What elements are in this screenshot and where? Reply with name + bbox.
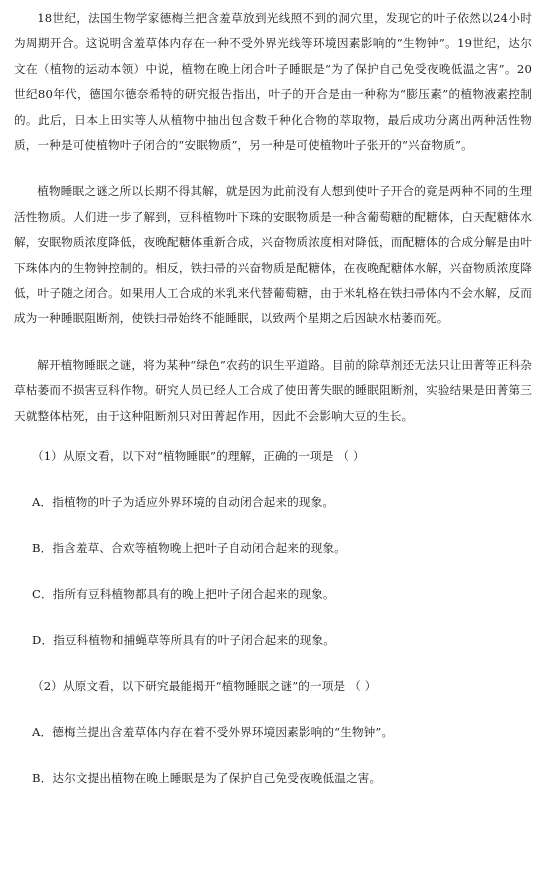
question-1-option-b: B．指含羞草、合欢等植物晚上把叶子自动闭合起来的现象。 xyxy=(32,541,347,556)
paragraph-gap xyxy=(14,158,532,179)
question-2-option-a: A．德梅兰提出含羞草体内存在着不受外界环境因素影响的“生物钟”。 xyxy=(32,725,394,740)
paragraph-gap xyxy=(14,429,532,446)
question-2-option-b: B．达尔文提出植物在晚上睡眠是为了保护自己免受夜晚低温之害。 xyxy=(32,771,382,786)
question-1-stem: （1）从原文看，以下对“植物睡眠”的理解，正确的一项是 （ ） xyxy=(32,449,365,464)
paragraph-2: 植物睡眠之谜之所以长期不得其解，就是因为此前没有人想到使叶子开合的竟是两种不同的生理活性物质。人们进一步了解到，豆科植物叶下珠的安眠物质是一种含葡萄糖的配糖体，白天配糖体水解，安眠物质浓度降低，夜晚配糖体重新合成，兴奋物质浓度相对降低，而配糖体的合成分解是由叶下珠体内的生物钟控制的。相反，铁扫帚的兴奋物质是配糖体，在夜晚配糖体水解，兴奋物质浓度降低，叶子随之闭合。如果用人工合成的米乳来代替葡萄糖，由于米轧格在铁扫帚体内不会水解，反而成为一种睡眠阻断剂，使铁扫帚始终不能睡眠，以致两个星期之后因缺水枯萎而死。 xyxy=(14,184,532,326)
paragraph-1: 18世纪，法国生物学家德梅兰把含羞草放到光线照不到的洞穴里，发现它的叶子依然以24小时为周期开合。这说明含羞草体内存在一种不受外界光线等环境因素影响的“生物钟”。19世纪，达尔文在（植物的运动本领）中说，植物在晚上闭合叶子睡眠是“为了保护自己免受夜晚低温之害”。20世纪80年代，德国尔德奈希特的研究报告指出，叶子的开合是由一种称为“膨压素”的植物液素控制的。此后，日本上田实等人从植物中抽出包含数千种化合物的萃取物，最后成功分离出两种活性物质，一种是可使植物叶子闭合的“安眠物质”，另一种是可使植物叶子张开的“兴奋物质”。 xyxy=(14,11,532,153)
question-1-option-d: D．指豆科植物和捕蝇草等所具有的叶子闭合起来的现象。 xyxy=(32,633,336,648)
document-body xyxy=(14,6,532,788)
question-2-stem: （2）从原文看，以下研究最能揭开“植物睡眠之谜”的一项是 （ ） xyxy=(32,679,377,694)
question-1-option-a: A．指植物的叶子为适应外界环境的自动闭合起来的现象。 xyxy=(32,495,335,510)
paragraph-gap xyxy=(14,332,532,353)
paragraph-3: 解开植物睡眠之谜，将为某种“绿色”农药的识生平道路。目前的除草剂还无法只让田菁等正科杂草枯萎而不损害豆科作物。研究人员已经人工合成了使田菁失眠的睡眠阻断剂，实验结果是田菁第三天就整体枯死，由于这种阻断剂只对田菁起作用，因此不会影响大豆的生长。 xyxy=(14,357,532,423)
question-1-option-c: C．指所有豆科植物都具有的晚上把叶子闭合起来的现象。 xyxy=(32,587,335,602)
